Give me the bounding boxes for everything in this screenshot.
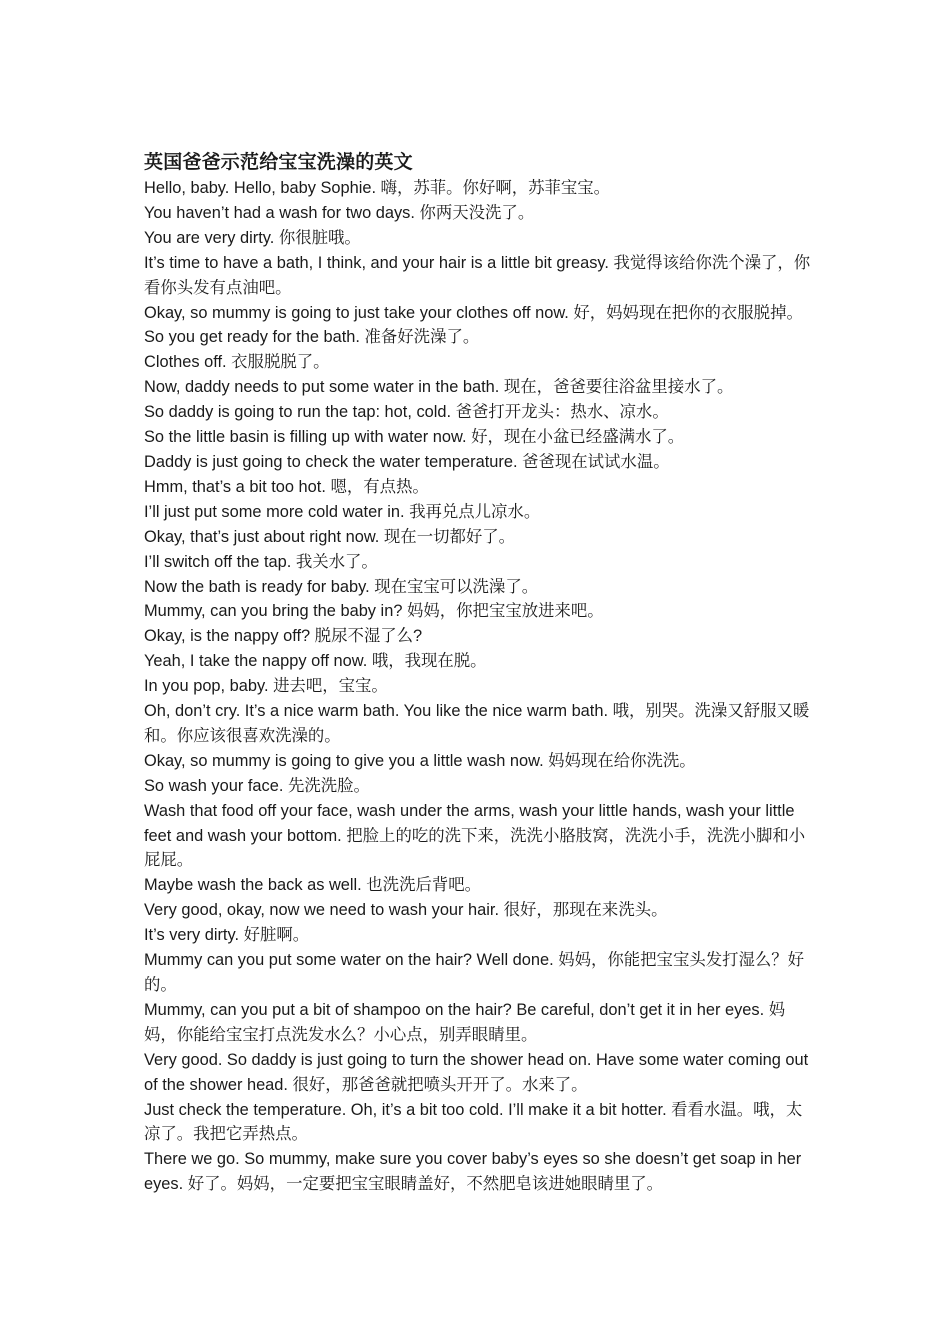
dialogue-line: Hello, baby. Hello, baby Sophie. 嗨，苏菲。你好啊，苏菲宝宝。: [144, 179, 611, 197]
dialogue-line: Okay, so mummy is going to just take your clothes off now. 好，妈妈现在把你的衣服脱掉。: [144, 303, 803, 322]
dialogue-line: You haven’t had a wash for two days. 你两天没洗了。: [144, 203, 535, 222]
dialogue-line: It’s very dirty. 好脏啊。: [144, 926, 310, 945]
dialogue-line: It’s time to have a bath, I think, and your hair is a little bit greasy. 我觉得该给你洗个澡了，你看你头发有点油吧。: [144, 253, 811, 297]
dialogue-line: Very good. So daddy is just going to turn the shower head on. Have some water coming out of the shower head. 很好，那爸爸就把喷头开开了。水来了。: [144, 1050, 809, 1094]
dialogue-line: In you pop, baby. 进去吧，宝宝。: [144, 677, 388, 696]
dialogue-line: So the little basin is filling up with water now. 好，现在小盆已经盛满水了。: [144, 428, 685, 447]
dialogue-line: Yeah, I take the nappy off now. 哦，我现在脱。: [144, 652, 487, 671]
dialogue-line: Oh, don’t cry. It’s a nice warm bath. You like the nice warm bath. 哦，别哭。洗澡又舒服又暖和。你应该很喜欢洗澡的。: [144, 702, 810, 745]
dialogue-line: Maybe wash the back as well. 也洗洗后背吧。: [144, 876, 482, 895]
dialogue-line: Just check the temperature. Oh, it’s a bit too cold. I’ll make it a bit hotter. 看看水温。哦，太凉了。我把它弄热点。: [144, 1100, 803, 1144]
dialogue-line: Very good, okay, now we need to wash your hair. 很好，那现在来洗头。: [144, 901, 668, 920]
dialogue-line: Now, daddy needs to put some water in the bath. 现在，爸爸要往浴盆里接水了。: [144, 378, 734, 397]
dialogue-line: Okay, that’s just about right now. 现在一切都好了。: [144, 527, 516, 546]
dialogue-line: Daddy is just going to check the water temperature. 爸爸现在试试水温。: [144, 452, 670, 471]
dialogue-line: So wash your face. 先洗洗脸。: [144, 776, 370, 795]
dialogue-line: There we go. So mummy, make sure you cover baby’s eyes so she doesn’t get soap in her eyes. 好了。妈妈，一定要把宝宝眼睛盖好，不然肥皂该进她眼睛里了。: [144, 1150, 802, 1194]
document-body: [144, 150, 816, 1197]
dialogue-line: Now the bath is ready for baby. 现在宝宝可以洗澡了。: [144, 577, 539, 596]
dialogue-line: You are very dirty. 你很脏哦。: [144, 228, 361, 247]
dialogue-line: Mummy, can you bring the baby in? 妈妈，你把宝宝放进来吧。: [144, 602, 604, 621]
document-title: 英国爸爸示范给宝宝洗澡的英文: [144, 152, 413, 173]
dialogue-line: Okay, is the nappy off? 脱尿不湿了么?: [144, 627, 423, 646]
dialogue-line: Mummy, can you put a bit of shampoo on the hair? Be careful, don’t get it in her eyes. 妈妈，你能给宝宝打点洗发水么？小心点，别弄眼睛里。: [144, 1000, 786, 1044]
dialogue-line: So you get ready for the bath. 准备好洗澡了。: [144, 328, 480, 347]
dialogue-line: Mummy can you put some water on the hair? Well done. 妈妈，你能把宝宝头发打湿么？好的。: [144, 951, 805, 994]
dialogue-line: Clothes off. 衣服脱脱了。: [144, 353, 330, 372]
dialogue-line: So daddy is going to run the tap: hot, cold. 爸爸打开龙头：热水、凉水。: [144, 403, 669, 422]
dialogue-line: Wash that food off your face, wash under the arms, wash your little hands, wash your little feet and wash your bottom. 把脸上的吃的洗下来，洗洗小胳肢窝，洗洗小手，洗洗小脚和小屁屁。: [144, 801, 806, 870]
dialogue-line: I’ll switch off the tap. 我关水了。: [144, 552, 378, 571]
dialogue-lines: [144, 176, 816, 1197]
dialogue-line: I’ll just put some more cold water in. 我再兑点儿凉水。: [144, 502, 541, 521]
dialogue-line: Okay, so mummy is going to give you a little wash now. 妈妈现在给你洗洗。: [144, 751, 696, 770]
dialogue-line: Hmm, that’s a bit too hot. 嗯，有点热。: [144, 477, 429, 496]
